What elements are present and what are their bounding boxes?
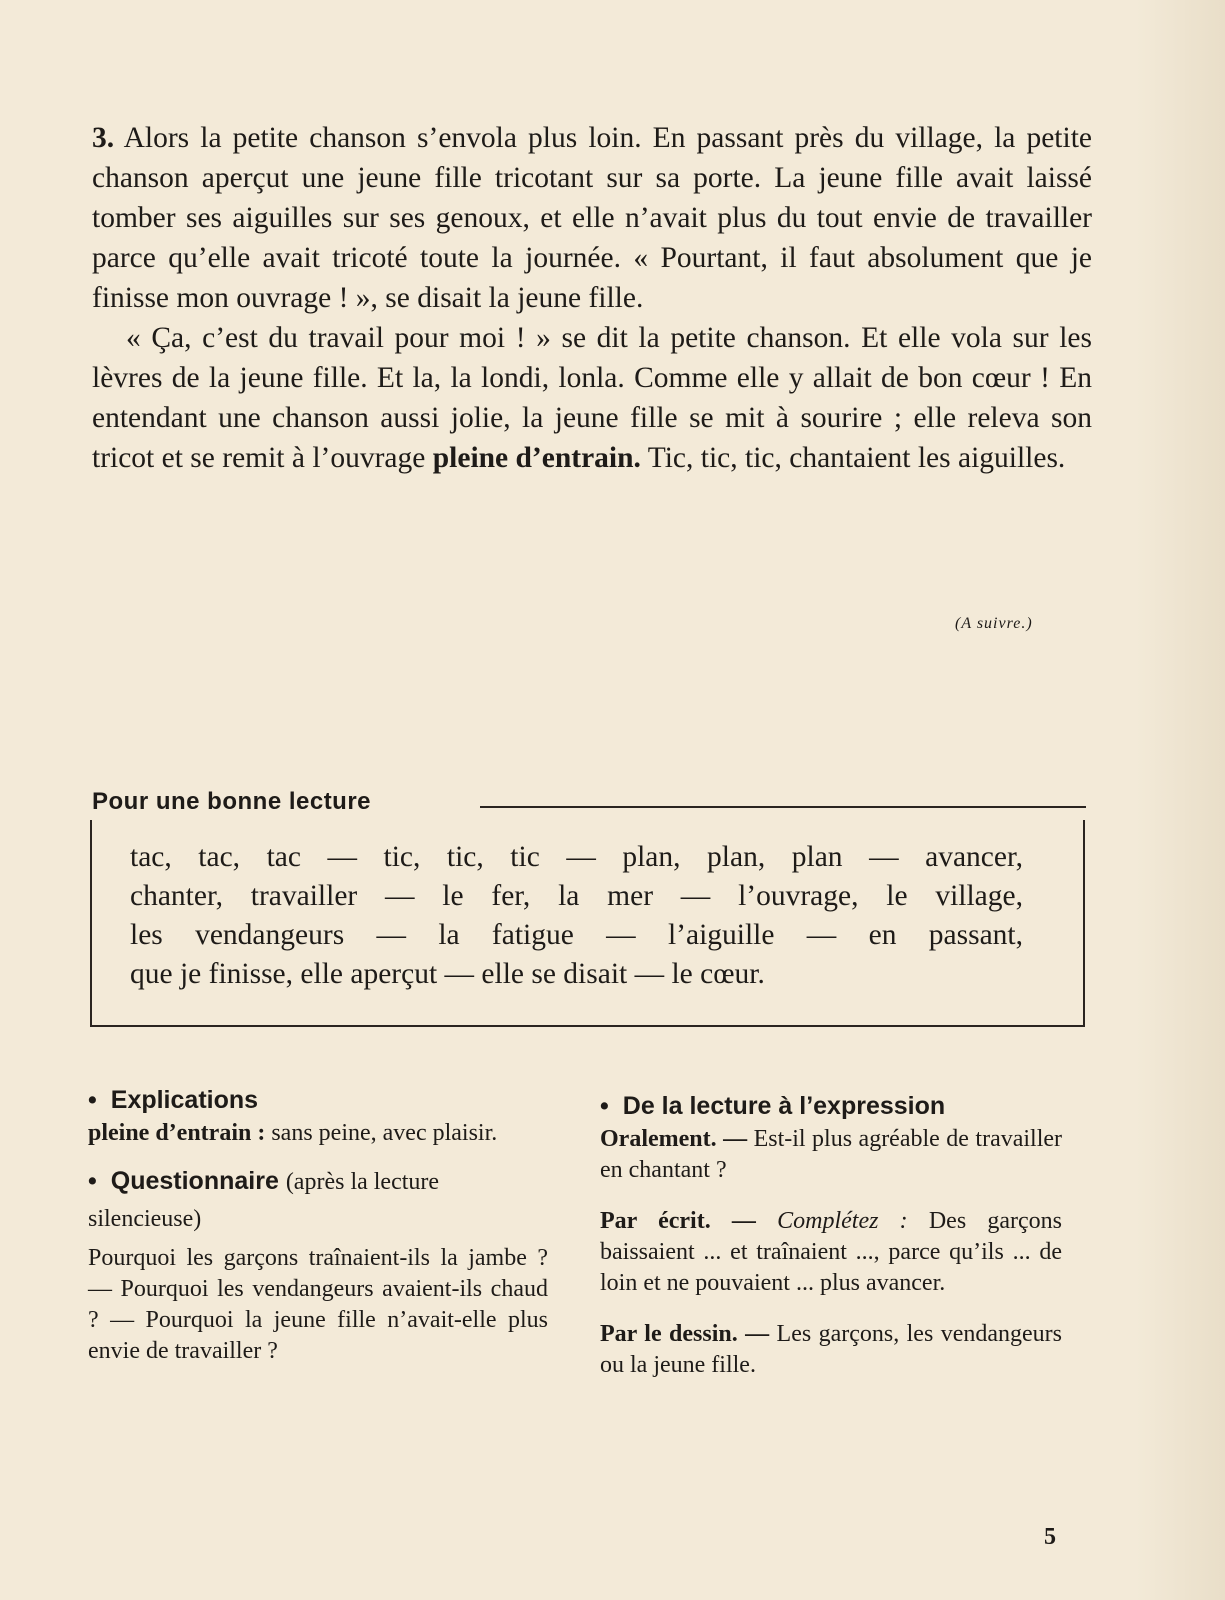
story-paragraph-1 <box>92 118 1092 318</box>
questionnaire-heading <box>88 1163 548 1237</box>
explication-term: pleine d’entrain : <box>88 1120 266 1146</box>
expression-heading-text: De la lecture à l’expression <box>622 1092 946 1120</box>
questionnaire-text: Pourquoi les garçons traînaient-ils la jambe ? — Pourquoi les vendangeurs avaient-ils chaud ? — Pourquoi la jeune fille n’avait-elle plus envie de travailler ? <box>88 1245 548 1364</box>
dessin-instruction: Les garçons, les vendangeurs ou la jeune fille. <box>600 1321 1062 1378</box>
ecrit-label: Par écrit. — <box>600 1208 756 1234</box>
explications-heading <box>88 1082 548 1118</box>
right-column <box>600 1088 1062 1381</box>
lecture-heading: Pour une bonne lecture <box>92 788 381 816</box>
questionnaire-note: (après la lecture silencieuse) <box>88 1169 440 1232</box>
ecrit-instruction: Complétez : <box>777 1208 908 1234</box>
page-number: 5 <box>1044 1524 1056 1550</box>
oral-label: Oralement. — <box>600 1126 748 1152</box>
left-column <box>88 1082 548 1367</box>
story-paragraph-2-end: Tic, tic, tic, chantaient les aiguilles. <box>647 442 1066 474</box>
explications-heading-text: Explications <box>110 1086 259 1114</box>
dessin-text <box>600 1319 1062 1381</box>
story-paragraph-2-start: « Ça, c’est du travail pour moi ! » se dit la petite chanson. Et elle vola sur les lèvres de la jeune fille. Et la, la londi, lonla. Comme elle y allait de bon cœur ! En entendant une chanson aussi jolie, la jeune fille se mit à sourire ; elle releva son tricot et se remit à l’ouvrage <box>92 322 1092 474</box>
lecture-heading-rule <box>480 806 1086 808</box>
questionnaire-heading-text: Questionnaire <box>110 1167 279 1195</box>
expression-heading <box>600 1088 1062 1124</box>
explication-definition: sans peine, avec plaisir. <box>271 1120 498 1146</box>
story-paragraph-2 <box>92 318 1092 478</box>
lecture-line: chanter, travailler — le fer, la mer — l’ouvrage, le village, <box>130 880 1023 912</box>
story-paragraph-1-text: Alors la petite chanson s’envola plus loin. En passant près du village, la petite chanson aperçut une jeune fille tricotant sur sa porte. La jeune fille avait laissé tomber ses aiguilles sur ses genoux, et elle n’avait plus du tout envie de travailler parce qu’elle avait tricoté toute la journée. « Pourtant, il faut absolument que je finisse mon ouvrage ! », se disait la jeune fille. <box>92 122 1092 314</box>
bullet-icon: • <box>600 1092 609 1120</box>
a-suivre-note: (A suivre.) <box>955 615 1033 632</box>
story-bold-phrase: pleine d’entrain. <box>432 442 641 474</box>
section-number: 3. <box>92 122 115 154</box>
oral-text <box>600 1124 1062 1186</box>
ecrit-exercise: Des garçons baissaient ... et traînaient ..., parce qu’ils ... de loin et ne pouvaient ... plus avancer. <box>600 1208 1062 1296</box>
lecture-word-list <box>130 838 1023 994</box>
lecture-last-line: que je finisse, elle aperçut — elle se disait — le cœur. <box>130 958 765 990</box>
story-text <box>92 118 1092 478</box>
explications-text <box>88 1118 548 1149</box>
bullet-icon: • <box>88 1086 97 1114</box>
lecture-line: les vendangeurs — la fatigue — l’aiguille — en passant, <box>130 919 1023 951</box>
page-edge-shading <box>1135 0 1225 1600</box>
dessin-label: Par le dessin. — <box>600 1321 770 1347</box>
oral-question: Est-il plus agréable de travailler en chantant ? <box>600 1126 1063 1183</box>
lecture-line: tac, tac, tac — tic, tic, tic — plan, plan, plan — avancer, <box>130 841 1023 873</box>
ecrit-text <box>600 1206 1062 1299</box>
bullet-icon: • <box>88 1167 97 1195</box>
